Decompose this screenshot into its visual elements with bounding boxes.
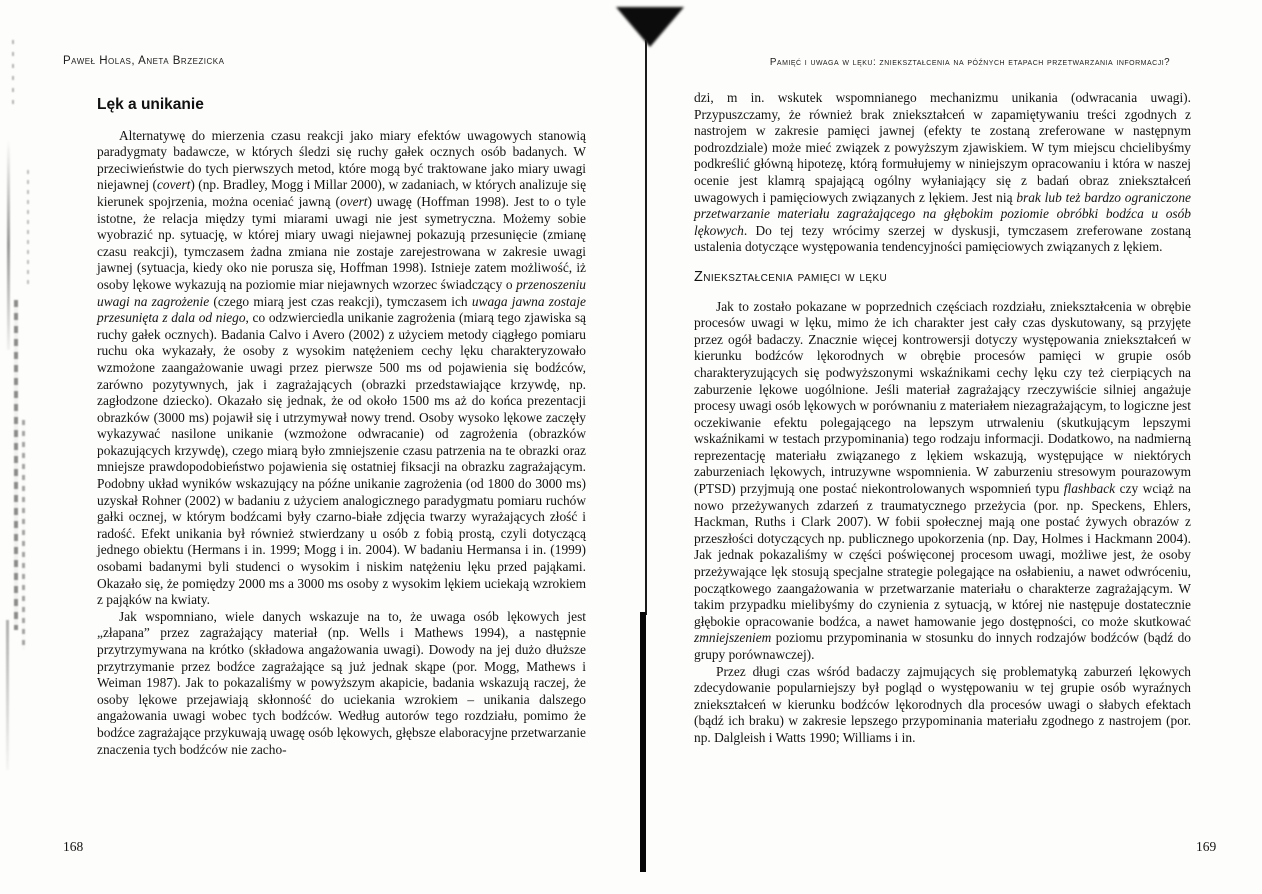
paragraph-continuation: dzi, m in. wskutek wspomnianego mechanizmu unikania (odwracania uwagi). Przypuszczamy, że również brak zniekształceń w zapamiętywaniu treści zgodnych z nastrojem w zakresie pamięci jawnej (efekty te zostaną zreferowane w następnym podrozdziale) może mieć związek z powyższym zjawiskiem. W tym miejscu chcielibyśmy podkreślić główną hipotezę, którą formułujemy w niniejszym opracowaniu i która w naszej ocenie jest klamrą spajającą ogólny wyłaniający się z badań obraz zniekształceń uwagowych i pamięciowych związanych z lękiem. Jest nią brak lub też bardzo ograniczone przetwarzanie materiału zagrażającego na głębokim poziomie obróbki bodźca u osób lękowych. Do tej tezy wrócimy szerzej w dyskusji, tymczasem zreferowane zostaną ustalenia dotyczące występowania tendencyjności pamięciowych związanych z lękiem. <box>694 90 1191 255</box>
gutter-binding-line <box>645 40 647 615</box>
running-header-chapter-title: Pamięć i uwaga w lęku: zniekształcenia na późnych etapach przetwarzania informacji? <box>769 57 1171 68</box>
scan-noise-artifact <box>7 140 10 350</box>
left-page-text-column <box>97 97 586 758</box>
gutter-ink-blob <box>616 7 684 47</box>
scan-noise-artifact <box>27 170 29 290</box>
right-page-text-column <box>694 90 1191 747</box>
running-header-authors: Paweł Holas, Aneta Brzezicka <box>63 55 225 67</box>
scan-noise-artifact <box>14 300 18 630</box>
section-heading-lek-a-unikanie: Lęk a unikanie <box>97 96 204 113</box>
scan-noise-artifact <box>6 620 9 770</box>
page-number-right: 169 <box>1196 839 1217 854</box>
paragraph: Przez długi czas wśród badaczy zajmujących się problematyką zaburzeń lękowych zdecydowanie popularniejszy był pogląd o występowaniu w tej grupie osób wyraźnych zniekształceń w kierunku bodźców lękorodnych dla procesów uwagi o słabych efektach (bądź ich braku) w zakresie lepszego przypominania materiału zgodnego z nastrojem (por. np. Dalgleish i Watts 1990; Williams i in. <box>694 663 1191 745</box>
page-number-left: 168 <box>63 839 84 854</box>
gutter-binding-line-thick <box>640 612 646 872</box>
paragraph: Alternatywę do mierzenia czasu reakcji jako miary efektów uwagowych stanowią paradygmaty badawcze, w których śledzi się ruchy gałek ocznych osób badanych. W przeciwieństwie do tych pierwszych metod, które mogą być traktowane jako miary uwagi niejawnej (covert) (np. Bradley, Mogg i Millar 2000), w zadaniach, w których analizuje się kierunek spojrzenia, można oceniać jawną (overt) uwagę (Hoffman 1998). Jest to o tyle istotne, że relacja między tymi miarami uwagi nie jest symetryczna. Możemy sobie wyobrazić np. sytuację, w której miary uwagi niejawnej pokazują przesunięcie (zmianę czasu reakcji), tymczasem żadna zmiana nie zostaje zarejestrowana w zakresie uwagi jawnej (sytuacja, kiedy oko nie porusza się, Hoffman 1998). Istnieje zatem możliwość, iż osoby lękowe wykazują na poziomie miar niejawnych wzorzec świadczący o przenoszeniu uwagi na zagrożenie (czego miarą jest czas reakcji), tymczasem ich uwaga jawna zostaje przesunięta z dala od niego, co odzwierciedla unikanie zagrożenia (miarą tego zjawiska są ruchy gałek ocznych). Badania Calvo i Avero (2002) z użyciem metody ciągłego pomiaru ruchu oka wykazały, że osoby z wysokim natężeniem cechy lęku charakteryzowało wzmożone zaangażowanie uwagi przez pierwsze 500 ms od pojawienia się bodźców, zarówno pozytywnych, jak i zagrażających (obrazki przedstawiające krzywdę, np. zagłodzone dziecko). Okazało się jednak, że od około 1500 ms aż do końca prezentacji obrazków (3000 ms) pojawił się i utrzymywał nowy trend. Osoby wysoko lękowe zaczęły wykazywać nasilone unikanie (wzmożone odwracanie) od zagrożenia (obrazków pokazujących krzywdę), czego miarą było zmniejszenie czasu patrzenia na te obrazki oraz mniejsze prawdopodobieństwo pojawienia się ostatniej fiksacji na obrazku zagrażającym. Podobny układ wyników wskazujący na późne unikanie zagrożenia (od 1800 do 3000 ms) uzyskał Rohner (2002) w badaniu z użyciem analogicznego paradygmatu pomiaru ruchów gałki ocznej, w którym bodźcami były czarno-białe zdjęcia twarzy wyrażających złość i radość. Efekt unikania był również stwierdzany u osób z fobią prostą, czyli dotyczącą jednego obiektu (Hermans i in. 1999; Mogg i in. 2004). W badaniu Hermansa i in. (1999) osobami badanymi byli studenci o wysokim i niskim natężeniu lęku przed pająkami. Okazało się, że pomiędzy 2000 ms a 3000 ms osoby z wysokim lękiem uciekają wzrokiem z pająków na kwiaty. <box>97 127 587 608</box>
paragraph: Jak to zostało pokazane w poprzednich częściach rozdziału, zniekształcenia w obrębie procesów uwagi w lęku, mimo że ich charakter jest cały czas dyskutowany, są przyjęte przez ogół badaczy. Znacznie więcej kontrowersji dotyczy występowania zniekształceń w kierunku bodźców lękorodnych w obrębie procesów pamięci w grupie osób charakteryzujących się podwyższonymi wskaźnikami cechy lęku czy też cierpiących na zaburzenie lękowe uogólnione. Jeśli materiał zagrażający rzeczywiście silniej angażuje procesy uwagi osób lękowych w porównaniu z materiałem niezagrażającym, to logiczne jest oczekiwanie efektu polegającego na lepszym utrwaleniu (skutkującym lepszymi wskaźnikami w testach przypominania) tego rodzaju informacji. Dodatkowo, na nadmierną reprezentację materiału związanego z lękiem wskazują, występujące w niektórych zaburzeniach lękowych, intruzywne wspomnienia. W zaburzeniu stresowym pourazowym (PTSD) przyjmują one postać niekontrolowanych wspomnień typu flashback czy wciąż na nowo przeżywanych zdarzeń z traumatycznego przeżycia (por. np. Speckens, Ehlers, Hackman, Ruths i Clark 2007). W fobii społecznej mają one postać żywych obrazów z przeszłości dotyczących np. publicznego upokorzenia (np. Day, Holmes i Hackmann 2004). Jak jednak pokazaliśmy w części poświęconej procesom uwagi, możliwe jest, że osoby przeżywające lęk stosują specjalne strategie polegające na osłabieniu, a nawet odwróceniu, początkowego zaangażowania w przetwarzanie materiału o charakterze zagrażającym. W takim przypadku mielibyśmy do czynienia z sytuacją, w której nie następuje dostatecznie głębokie opracowanie bodźca, a nawet hamowanie jego dostępności, co może skutkować zmniejszeniem poziomu przypominania w stosunku do innych rodzajów bodźców (bądź do grupy porównawczej). <box>694 298 1191 662</box>
scan-noise-artifact <box>22 420 25 650</box>
scan-noise-artifact <box>12 40 14 110</box>
paragraph: Jak wspomniano, wiele danych wskazuje na to, że uwaga osób lękowych jest „złapana” przez zagrażający materiał (np. Wells i Mathews 1994), a następnie przytrzymywana na krótko (składowa angażowania uwagi). Dowody na jej dużo dłuższe przytrzymanie przez bodźce zagrażające są już jednak skąpe (por. Mogg, Mathews i Weiman 1987). Jak to pokazaliśmy w powyższym akapicie, badania wskazują raczej, że osoby lękowe przejawiają skłonność do uciekania wzrokiem – unikania dalszego angażowania uwagi wobec tych bodźców. Według autorów tego rozdziału, pomimo że bodźce zagrażające przykuwają uwagę osób lękowych, głębsze elaboracyjne przetwarzanie znaczenia tych bodźców nie zacho- <box>97 608 586 757</box>
section-heading-zniekstalcenia-pamieci: Zniekształcenia pamięci w lęku <box>694 268 888 285</box>
